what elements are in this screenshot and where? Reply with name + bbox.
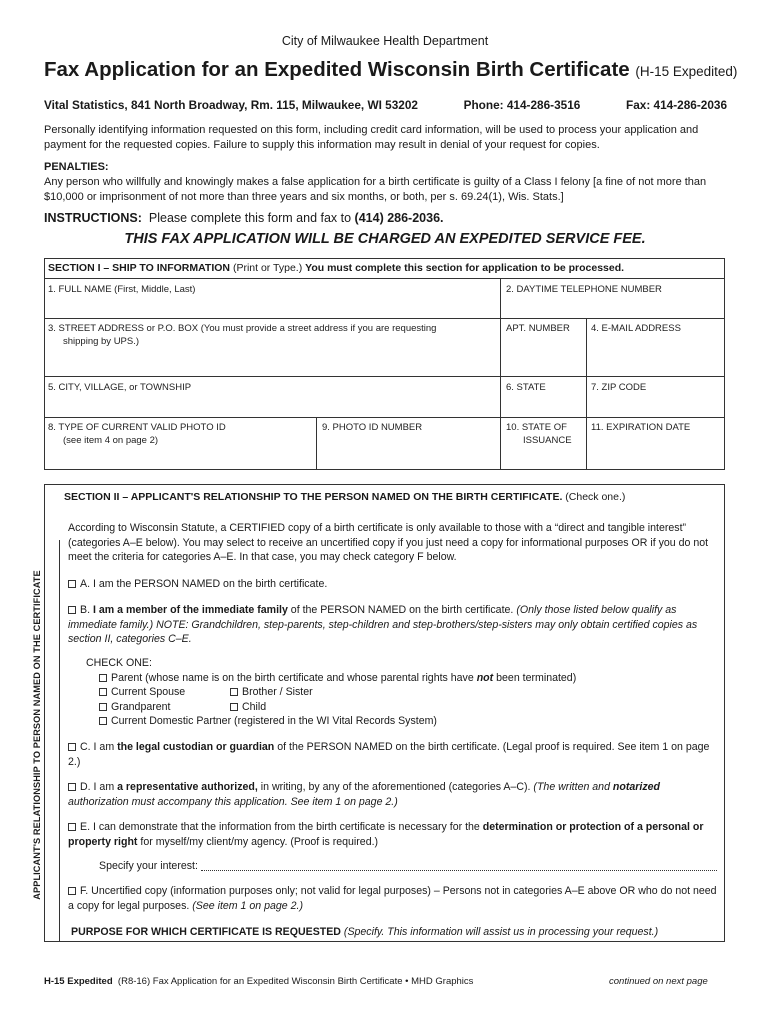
state-of-issuance-label: 10. STATE OF xyxy=(506,422,567,433)
checkbox-sibling[interactable] xyxy=(230,688,238,696)
section2-intro: According to Wisconsin Statute, a CERTIFIED copy of a birth certificate is only available to those with a “direct and tangible interest” (categories A–E below). You may select to receive an uncertified copy if you just need a copy for informational purposes OR if you do not meet the criteria for categories A–E. In that case, you may check category F below. xyxy=(68,522,709,563)
fax-number: (414) 286-2036. xyxy=(354,211,444,225)
option-d[interactable] xyxy=(68,780,718,809)
option-c-bold: the legal custodian or guardian xyxy=(117,741,275,753)
office-address: Vital Statistics, 841 North Broadway, Rm. 115, Milwaukee, WI 53202 xyxy=(44,98,418,112)
expiration-date-field[interactable]: 11. EXPIRATION DATE xyxy=(591,422,691,433)
fee-notice: THIS FAX APPLICATION WILL BE CHARGED AN EXPEDITED SERVICE FEE. xyxy=(124,231,646,247)
footer-info xyxy=(44,976,473,987)
penalties-heading: PENALTIES: xyxy=(44,161,109,173)
check-row-spouse-sibling xyxy=(86,685,716,700)
office-phone: Phone: 414-286-3516 xyxy=(463,98,581,112)
purpose-field[interactable] xyxy=(71,925,721,940)
option-d-note: (The written and xyxy=(533,781,610,793)
check-partner[interactable] xyxy=(86,714,716,729)
photo-id-type-field[interactable] xyxy=(48,421,226,447)
form-title xyxy=(44,58,737,82)
checkbox-a[interactable] xyxy=(68,580,76,588)
parent-text-2: been terminated) xyxy=(496,671,577,684)
street-address-field[interactable] xyxy=(48,322,496,348)
instructions xyxy=(44,211,444,225)
check-grandparent[interactable] xyxy=(99,700,230,715)
photo-id-number-field[interactable]: 9. PHOTO ID NUMBER xyxy=(322,422,423,433)
grandparent-label: Grandparent xyxy=(111,700,171,713)
partner-label: Current Domestic Partner (registered in the WI Vital Records System) xyxy=(111,715,437,727)
check-one-label: CHECK ONE: xyxy=(86,657,152,669)
agency-name: City of Milwaukee Health Department xyxy=(281,34,489,48)
check-sibling[interactable] xyxy=(230,686,313,698)
divider xyxy=(44,278,725,279)
divider xyxy=(44,318,725,319)
checkbox-child[interactable] xyxy=(230,703,238,711)
footer-code: H-15 Expedited xyxy=(44,976,113,987)
sibling-label: Brother / Sister xyxy=(242,686,313,698)
option-d-prefix: D. I am xyxy=(80,781,115,793)
state-field[interactable]: 6. STATE xyxy=(506,382,546,393)
option-f-text: F. Uncertified copy (information purposes only; not valid for legal purposes) – Persons not in categories A–E above OR who do not need a copy for legal purposes. xyxy=(68,885,717,912)
option-e-text-2: for myself/my client/my agency. (Proof is required.) xyxy=(140,835,379,848)
spouse-label: Current Spouse xyxy=(111,686,186,698)
option-d-note-2: authorization must accompany this application. See item 1 on page 2.) xyxy=(68,795,398,808)
option-b-prefix: B. xyxy=(80,604,91,616)
option-e-text: E. I can demonstrate that the information from the birth certificate is necessary for the xyxy=(80,821,480,833)
option-c-text: of the PERSON NAMED on the birth certificate. (Legal proof is required. See item 1 on page 2.) xyxy=(68,741,710,768)
option-f-note: (See item 1 on page 2.) xyxy=(192,899,303,912)
privacy-notice: Personally identifying information requested on this form, including credit card information, will be used to process your application and payment for the requested copies. Failure to supply this information may result in denial of your request for copies. xyxy=(44,124,699,151)
form-code: (H-15 Expedited) xyxy=(635,64,738,79)
street-address-note: shipping by UPS.) xyxy=(63,336,140,347)
continued-notice: continued on next page xyxy=(609,976,708,987)
checkbox-parent[interactable] xyxy=(99,674,107,682)
purpose-label: PURPOSE FOR WHICH CERTIFICATE IS REQUESTED xyxy=(71,926,341,938)
option-e[interactable] xyxy=(68,820,718,849)
email-field[interactable]: 4. E-MAIL ADDRESS xyxy=(591,323,681,334)
option-b-note: (Only those listed below qualify as immediate family.) NOTE: Grandchildren, step-parents, step-children and step-brothers/step-sisters may only obtain certified copies as section II, categories C–E. xyxy=(68,604,698,645)
full-name-field[interactable]: 1. FULL NAME (First, Middle, Last) xyxy=(48,284,196,295)
section2-heading xyxy=(64,491,625,503)
option-b[interactable] xyxy=(68,603,718,647)
checkbox-d[interactable] xyxy=(68,783,76,791)
check-one-group xyxy=(86,656,716,729)
photo-id-type-note: (see item 4 on page 2) xyxy=(63,435,159,446)
side-label-column xyxy=(44,540,60,942)
section1-note: (Print or Type.) xyxy=(232,262,303,274)
state-of-issuance-field[interactable] xyxy=(506,421,572,447)
phone-field[interactable]: 2. DAYTIME TELEPHONE NUMBER xyxy=(506,284,662,295)
contact-line xyxy=(44,98,727,112)
section2-note: (Check one.) xyxy=(565,491,626,503)
instructions-label: INSTRUCTIONS: xyxy=(44,211,142,225)
checkbox-grandparent[interactable] xyxy=(99,703,107,711)
option-a[interactable] xyxy=(68,577,718,592)
checkbox-f[interactable] xyxy=(68,887,76,895)
section2-side-label: APPLICANT'S RELATIONSHIP TO PERSON NAMED ON THE CERTIFICATE xyxy=(32,570,42,900)
divider xyxy=(586,318,587,470)
divider xyxy=(44,417,725,418)
option-b-bold: I am a member of the immediate family xyxy=(92,604,288,616)
check-spouse[interactable] xyxy=(99,685,230,700)
check-row-grandparent-child xyxy=(86,700,716,715)
footer-text: (R8-16) Fax Application for an Expedited Wisconsin Birth Certificate • MHD Graphics xyxy=(117,976,474,987)
office-fax: Fax: 414-286-2036 xyxy=(626,98,727,112)
option-d-text: in writing, by any of the aforementioned (categories A–C). xyxy=(260,781,531,793)
section2-title: SECTION II – APPLICANT'S RELATIONSHIP TO THE PERSON NAMED ON THE BIRTH CERTIFICATE. xyxy=(64,491,563,503)
divider xyxy=(500,278,501,470)
specify-interest-field[interactable] xyxy=(201,859,717,871)
apt-number-field[interactable]: APT. NUMBER xyxy=(506,323,570,334)
section1-requirement: You must complete this section for application to be processed. xyxy=(305,262,625,274)
divider xyxy=(316,417,317,470)
instructions-text: Please complete this form and fax to xyxy=(148,211,352,225)
check-parent[interactable] xyxy=(86,671,716,686)
option-f[interactable] xyxy=(68,884,718,913)
parent-text: Parent (whose name is on the birth certificate and whose parental rights have xyxy=(111,671,474,684)
specify-interest-row xyxy=(99,859,717,874)
checkbox-e[interactable] xyxy=(68,823,76,831)
option-e-bold: determination or protection of a personal or property right xyxy=(68,821,704,848)
section1-title: SECTION I – SHIP TO INFORMATION xyxy=(48,262,231,274)
option-a-text: A. I am the PERSON NAMED on the birth certificate. xyxy=(80,578,328,590)
checkbox-c[interactable] xyxy=(68,743,76,751)
check-child[interactable] xyxy=(230,701,266,713)
option-b-text: of the PERSON NAMED on the birth certificate. xyxy=(290,604,514,616)
city-field[interactable]: 5. CITY, VILLAGE, or TOWNSHIP xyxy=(48,382,192,393)
zip-code-field[interactable]: 7. ZIP CODE xyxy=(591,382,647,393)
section1-heading xyxy=(48,262,624,274)
street-address-label: 3. STREET ADDRESS or P.O. BOX (You must provide a street address if you are requesting xyxy=(48,323,437,334)
checkbox-b[interactable] xyxy=(68,606,76,614)
option-d-notarized: notarized xyxy=(612,781,661,793)
state-of-issuance-label-2: ISSUANCE xyxy=(523,435,572,446)
option-d-bold: a representative authorized, xyxy=(117,781,258,793)
photo-id-type-label: 8. TYPE OF CURRENT VALID PHOTO ID xyxy=(48,422,226,433)
penalties-text: Any person who willfully and knowingly makes a false application for a birth certificate is guilty of a Class I felony [a fine of not more than $10,000 or imprisonment of not more than three years and six months, or both, per s. 69.24(1), Wis. Stats.] xyxy=(44,176,707,203)
parent-not: not xyxy=(476,671,494,684)
checkbox-spouse[interactable] xyxy=(99,688,107,696)
option-c-prefix: C. I am xyxy=(80,741,115,753)
form-title-text: Fax Application for an Expedited Wisconsin Birth Certificate xyxy=(44,58,630,81)
purpose-note: (Specify. This information will assist us in processing your request.) xyxy=(343,926,659,938)
checkbox-partner[interactable] xyxy=(99,717,107,725)
divider xyxy=(44,376,725,377)
child-label: Child xyxy=(242,700,267,713)
option-c[interactable] xyxy=(68,740,718,769)
specify-interest-label: Specify your interest: xyxy=(99,860,198,872)
